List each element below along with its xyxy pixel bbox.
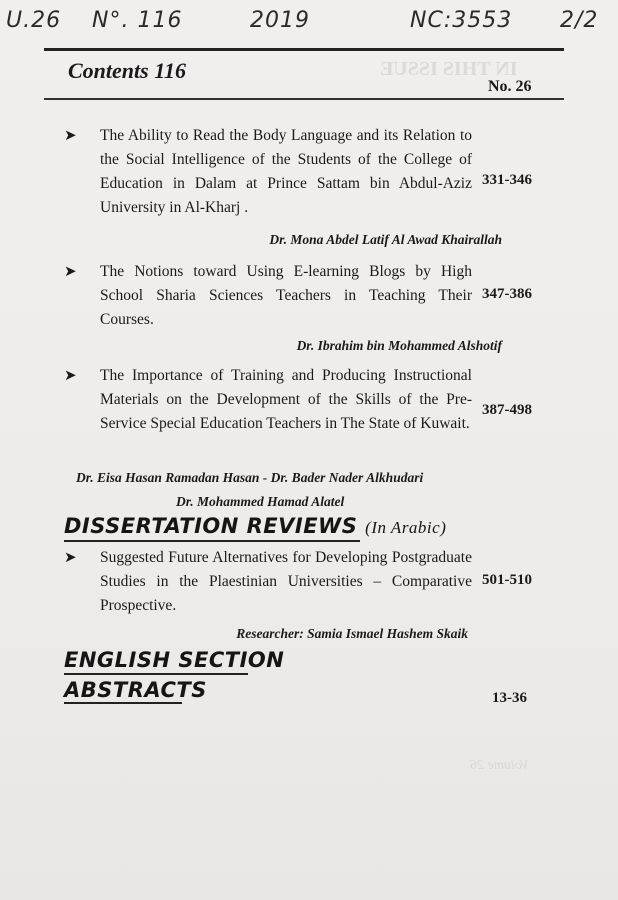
bullet-arrow-icon: ➤ xyxy=(64,262,77,280)
bullet-arrow-icon: ➤ xyxy=(64,548,77,566)
abstracts-underline xyxy=(64,702,182,704)
bullet-arrow-icon: ➤ xyxy=(64,126,77,144)
dissertation-underline xyxy=(64,540,360,542)
entry-author-second: Dr. Mohammed Hamad Alatel xyxy=(176,494,345,509)
english-underline xyxy=(64,673,248,675)
entry-title: Suggested Future Alternatives for Developing Postgraduate Studies in the Plaestinian Universities – Comparative Prospective. xyxy=(100,549,472,614)
entry-title: The Ability to Read the Body Language and its Relation to the Social Intelligence of the Students of the College of Education in Dalam at Prince Sattam bin Abdul-Aziz University in Al-Kharj . xyxy=(100,127,472,216)
header-rule xyxy=(44,98,564,100)
entry-pages: 347-386 xyxy=(482,286,532,302)
entry-pages: 387-498 xyxy=(482,402,532,418)
handwritten-volume: U.26 xyxy=(6,8,62,33)
page-title: Contents 116 xyxy=(68,58,186,83)
handwritten-page: 2/2 xyxy=(560,8,599,33)
bleed-through-header: IN THIS ISSUE xyxy=(380,58,518,80)
handwritten-number: N°. 116 xyxy=(92,8,183,33)
handwritten-nc: NC:3553 xyxy=(410,8,513,33)
handwritten-year: 2019 xyxy=(250,8,310,33)
dissertation-heading xyxy=(64,514,446,538)
entry-pages: 501-510 xyxy=(482,572,532,588)
english-section-heading: ENGLISH SECTION xyxy=(64,648,285,672)
dissertation-subheading: (In Arabic) xyxy=(365,518,447,537)
bleed-through-footer: Volume 26 xyxy=(470,758,529,773)
entry-title: The Notions toward Using E-learning Blogs by High School Sharia Sciences Teachers in Teaching Their Courses. xyxy=(100,263,472,328)
entry-author: Dr. Mona Abdel Latif Al Awad Khairallah xyxy=(269,232,502,247)
entry-pages: 331-346 xyxy=(482,172,532,188)
issue-number: No. 26 xyxy=(488,78,532,95)
top-rule xyxy=(44,48,564,51)
entry-author: Researcher: Samia Ismael Hashem Skaik xyxy=(236,626,468,641)
dissertation-title: DISSERTATION REVIEWS xyxy=(64,514,358,538)
bullet-arrow-icon: ➤ xyxy=(64,366,77,384)
english-pages: 13-36 xyxy=(492,690,527,706)
entry-title: The Importance of Training and Producing Instructional Materials on the Development of the Skills of the Pre-Service Special Education Teachers in The State of Kuwait. xyxy=(100,367,472,432)
abstracts-heading: ABSTRACTS xyxy=(64,678,207,702)
entry-author: Dr. Ibrahim bin Mohammed Alshotif xyxy=(296,338,502,353)
entry-author: Dr. Eisa Hasan Ramadan Hasan - Dr. Bader Nader Alkhudari xyxy=(76,470,424,485)
